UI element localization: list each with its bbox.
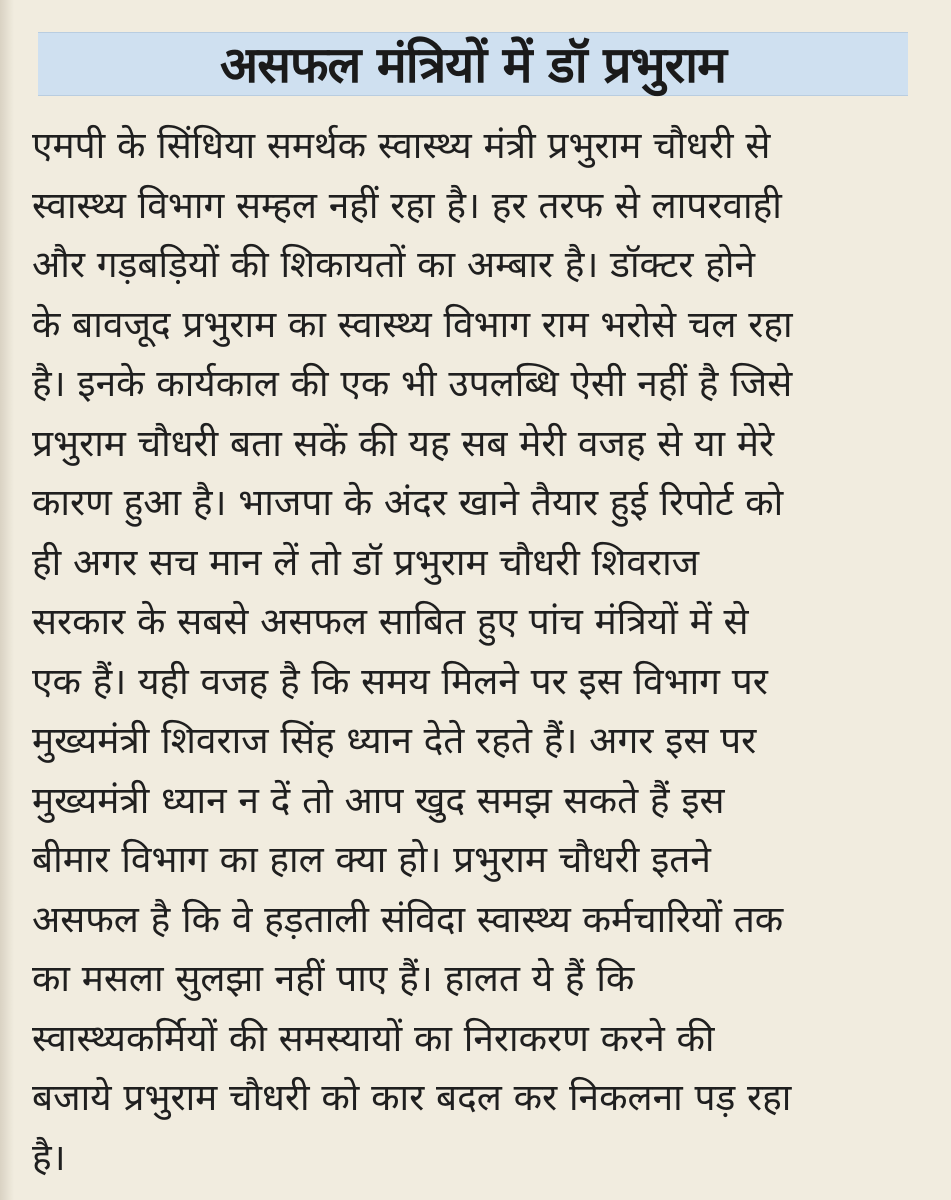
- body-line: है। इनके कार्यकाल की एक भी उपलब्धि ऐसी नहीं है जिसे: [32, 362, 793, 405]
- body-line: एक हैं। यही वजह है कि समय मिलने पर इस विभाग पर: [32, 659, 768, 703]
- article-headline: असफल मंत्रियों में डॉ प्रभुराम: [220, 36, 726, 94]
- body-line: और गड़बड़ियों की शिकायतों का अम्बार है। डॉक्टर होने: [32, 243, 756, 286]
- article-body: [32, 116, 912, 1187]
- body-line: सरकार के सबसे असफल साबित हुए पांच मंत्रियों में से: [32, 600, 749, 643]
- body-line: बजाये प्रभुराम चौधरी को कार बदल कर निकलना पड़ रहा: [32, 1076, 792, 1119]
- body-line: एमपी के सिंधिया समर्थक स्वास्थ्य मंत्री प्रभुराम चौधरी से: [32, 124, 771, 167]
- body-line: मुख्यमंत्री ध्यान न दें तो आप खुद समझ सकते हैं इस: [32, 778, 725, 822]
- body-line: बीमार विभाग का हाल क्या हो। प्रभुराम चौधरी इतने: [32, 838, 711, 881]
- body-line: के बावजूद प्रभुराम का स्वास्थ्य विभाग राम भरोसे चल रहा: [32, 302, 793, 346]
- body-line: स्वास्थ्य विभाग सम्हल नहीं रहा है। हर तरफ से लापरवाही: [32, 183, 782, 227]
- body-line: है।: [32, 1135, 66, 1179]
- body-line: का मसला सुलझा नहीं पाए हैं। हालत ये हैं कि: [32, 957, 635, 1000]
- body-line: स्वास्थ्यकर्मियों की समस्यायों का निराकरण करने की: [32, 1016, 715, 1060]
- body-line: कारण हुआ है। भाजपा के अंदर खाने तैयार हुई रिपोर्ट को: [32, 481, 784, 524]
- body-line: प्रभुराम चौधरी बता सकें की यह सब मेरी वजह से या मेरे: [32, 421, 775, 465]
- page-edge-shadow: [0, 0, 14, 1200]
- body-line: मुख्यमंत्री शिवराज सिंह ध्यान देते रहते हैं। अगर इस पर: [32, 719, 757, 762]
- body-line: असफल है कि वे हड़ताली संविदा स्वास्थ्य कर्मचारियों तक: [32, 897, 784, 941]
- body-line: ही अगर सच मान लें तो डॉ प्रभुराम चौधरी शिवराज: [32, 540, 700, 584]
